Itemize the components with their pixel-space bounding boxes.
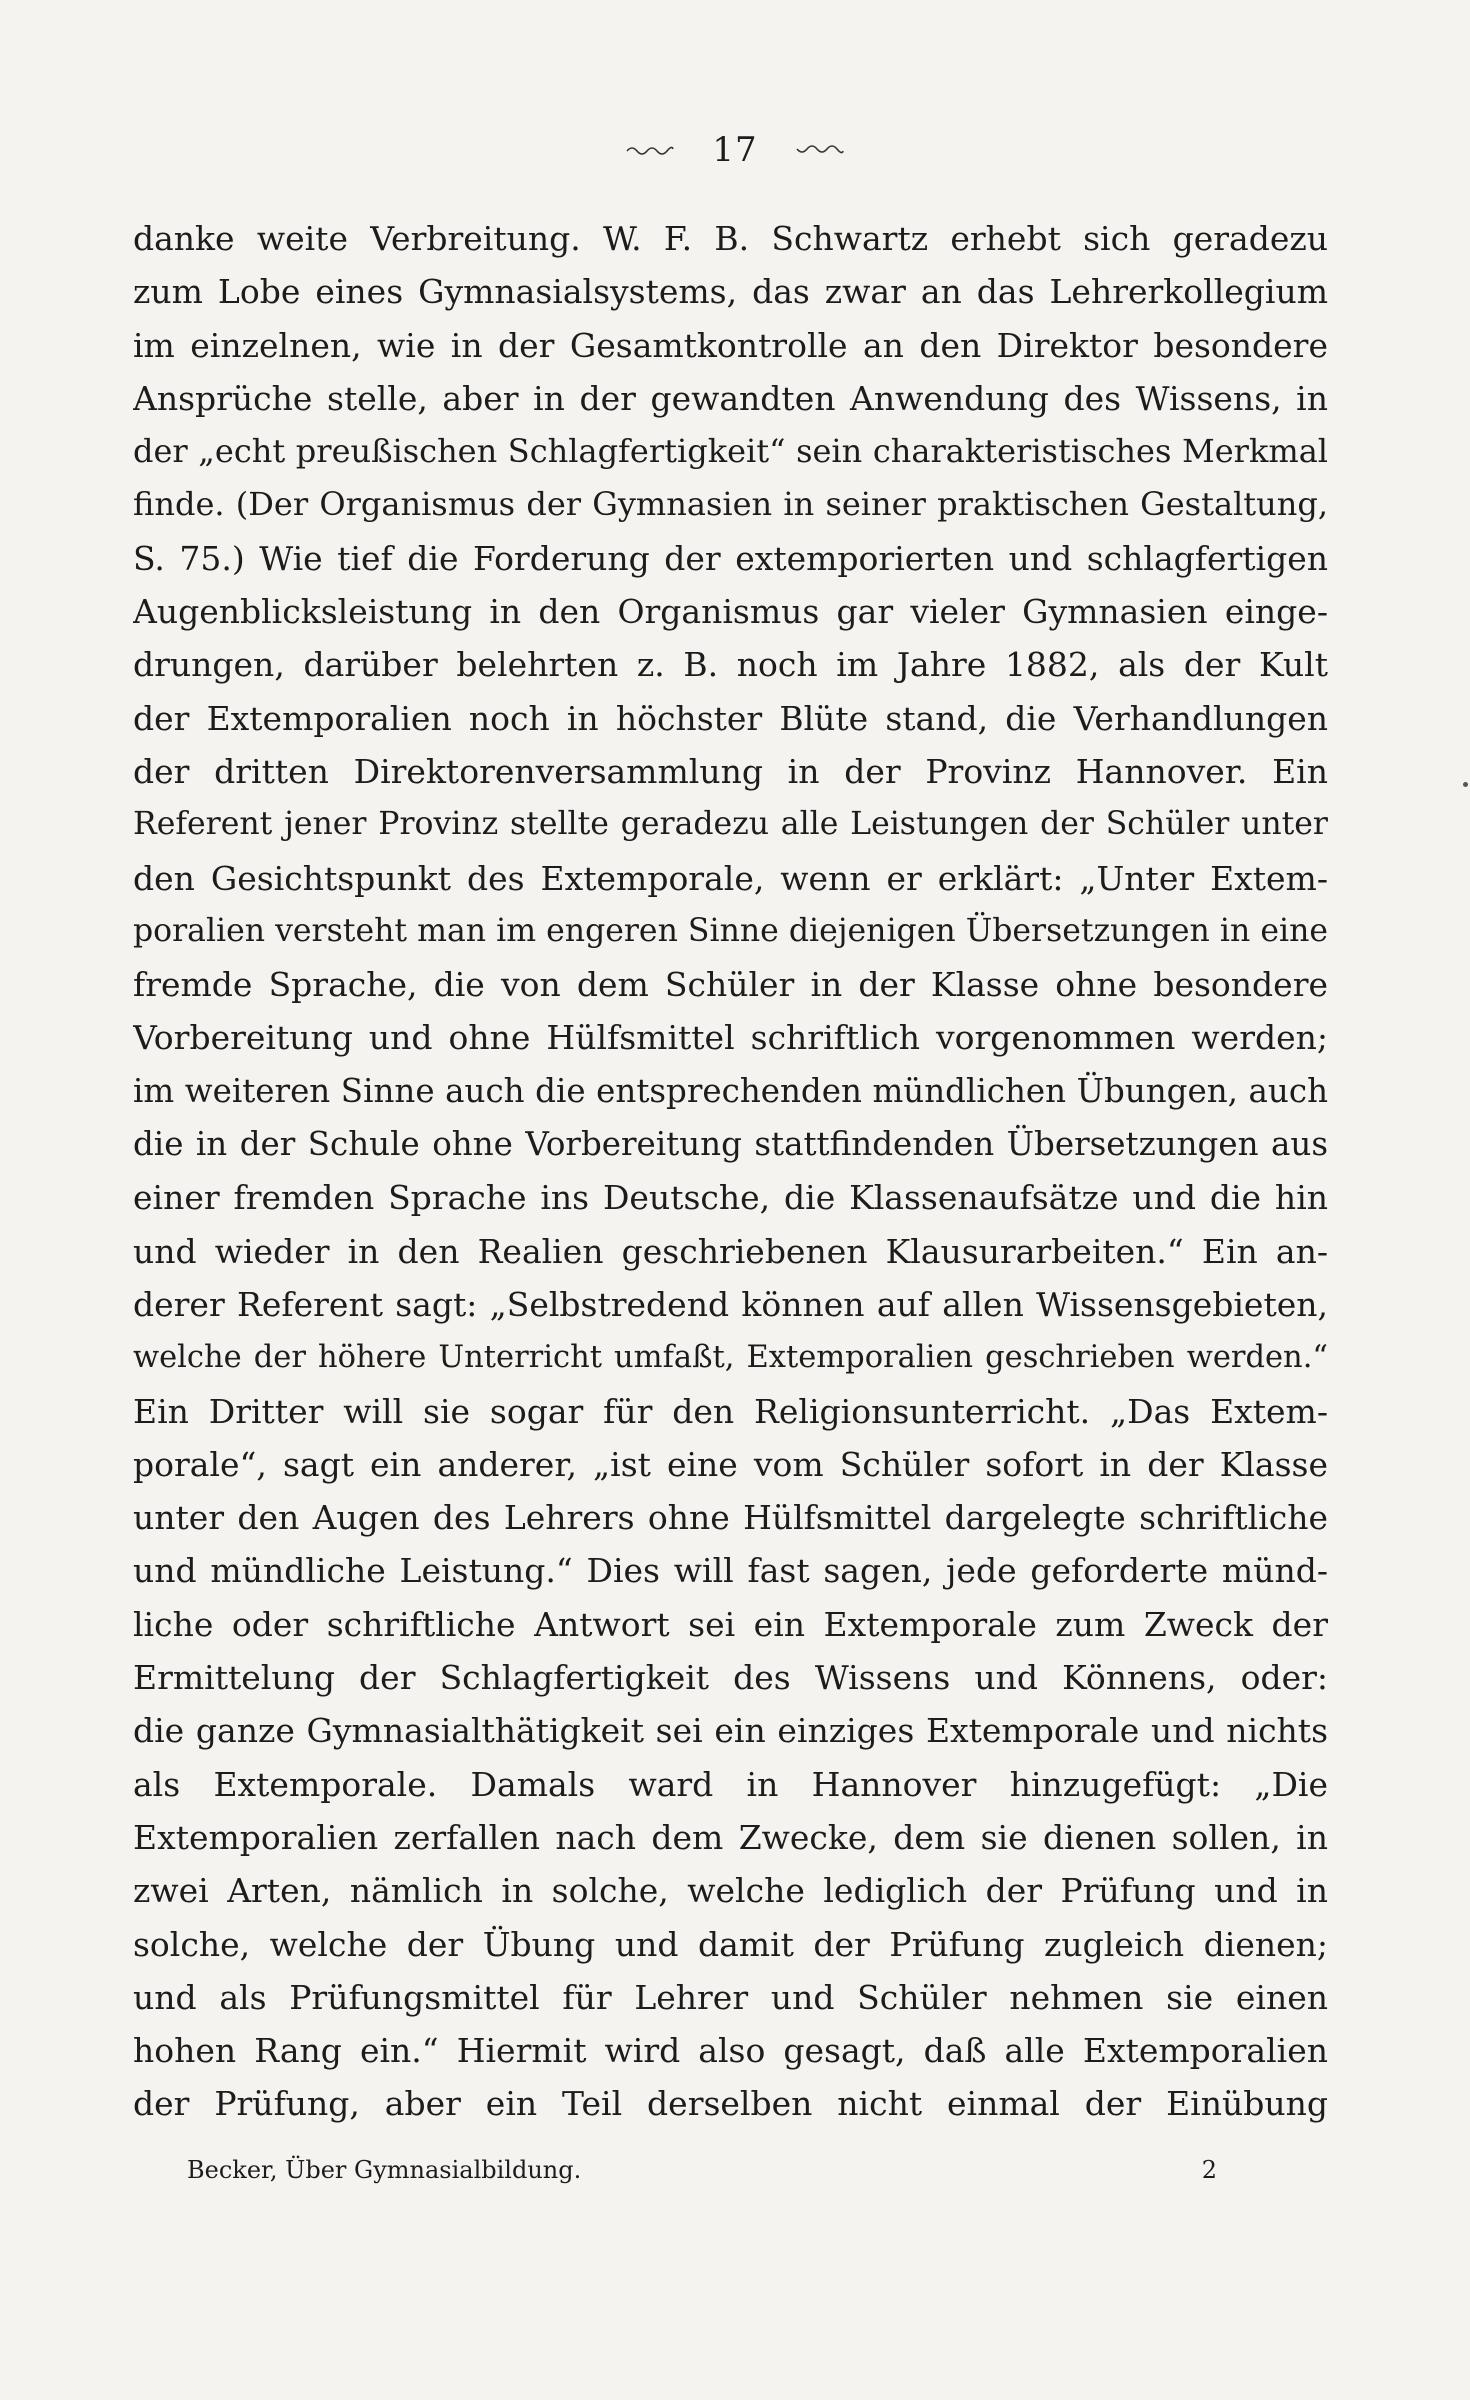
squiggle-ornament-left-icon (625, 143, 675, 157)
text-line: und mündliche Leistung.“ Dies will fast sagen, jede geforderte münd- (133, 1551, 1328, 1591)
text-line: als Extemporale. Damals ward in Hannover hinzugefügt: „Die (133, 1764, 1328, 1804)
text-line: und als Prüfungsmittel für Lehrer und Schüler nehmen sie einen (133, 1977, 1328, 2017)
text-line: die in der Schule ohne Vorbereitung stattfindenden Übersetzungen aus (133, 1125, 1328, 1164)
margin-speck (1463, 782, 1468, 787)
text-line: hohen Rang ein.“ Hiermit wird also gesagt, daß alle Extemporalien (133, 2031, 1328, 2071)
text-line: die ganze Gymnasialthätigkeit sei ein einziges Extemporale und nichts (133, 1711, 1328, 1751)
text-line: poralien versteht man im engeren Sinne diejenigen Übersetzungen in eine (133, 912, 1328, 949)
footer-signature: Becker, Über Gymnasialbildung. (187, 2156, 582, 2184)
text-line: Vorbereitung und ohne Hülfsmittel schriftlich vorgenommen werden; (133, 1018, 1328, 1058)
text-line: fremde Sprache, die von dem Schüler in der Klasse ohne besondere (133, 965, 1328, 1005)
text-line: porale“, sagt ein anderer, „ist eine vom Schüler sofort in der Klasse (133, 1444, 1328, 1484)
text-line: Ein Dritter will sie sogar für den Religionsunterricht. „Das Extem- (133, 1391, 1328, 1431)
text-line: Extemporalien zerfallen nach dem Zwecke, dem sie dienen sollen, in (133, 1817, 1328, 1857)
text-line: derer Referent sagt: „Selbstredend können auf allen Wissensgebieten, (133, 1284, 1328, 1324)
text-line: einer fremden Sprache ins Deutsche, die Klassenaufsätze und die hin (133, 1178, 1328, 1218)
text-line: solche, welche der Übung und damit der Prüfung zugleich dienen; (133, 1924, 1328, 1964)
text-line: der Prüfung, aber ein Teil derselben nicht einmal der Einübung (133, 2084, 1328, 2124)
page-number: 17 (712, 130, 758, 170)
text-line: Augenblicksleistung in den Organismus gar vieler Gymnasien einge- (133, 592, 1328, 632)
text-line: der dritten Direktorenversammlung in der Provinz Hannover. Ein (133, 751, 1328, 791)
text-line: den Gesichtspunkt des Extemporale, wenn er erklärt: „Unter Extem- (133, 858, 1328, 898)
page-header (0, 128, 1470, 170)
text-line: Ermittelung der Schlagfertigkeit des Wissens und Könnens, oder: (133, 1658, 1328, 1698)
page-footer (187, 2150, 1217, 2190)
text-line: finde. (Der Organismus der Gymnasien in seiner praktischen Gestaltung, (133, 485, 1328, 524)
text-line: zwei Arten, nämlich in solche, welche lediglich der Prüfung und in (133, 1871, 1328, 1911)
text-line: der „echt preußischen Schlagfertigkeit“ sein charakteristisches Merkmal (133, 432, 1328, 471)
text-line: liche oder schriftliche Antwort sei ein Extemporale zum Zweck der (133, 1604, 1328, 1644)
text-line: S. 75.) Wie tief die Forderung der extemporierten und schlagfertigen (133, 538, 1328, 578)
text-line: welche der höhere Unterricht umfaßt, Extemporalien geschrieben werden.“ (133, 1340, 1328, 1376)
text-line: im weiteren Sinne auch die entsprechenden mündlichen Übungen, auch (133, 1071, 1328, 1110)
text-line: der Extemporalien noch in höchster Blüte stand, die Verhandlungen (133, 698, 1328, 738)
text-line: und wieder in den Realien geschriebenen Klausurarbeiten.“ Ein an- (133, 1231, 1328, 1271)
text-line: Referent jener Provinz stellte geradezu alle Leistungen der Schüler unter (133, 806, 1328, 843)
text-line: im einzelnen, wie in der Gesamtkontrolle an den Direktor besondere (133, 325, 1328, 365)
text-line: danke weite Verbreitung. W. F. B. Schwartz erhebt sich geradezu (133, 219, 1328, 258)
footer-signature-mark: 2 (1201, 2156, 1217, 2184)
text-line: zum Lobe eines Gymnasialsystems, das zwar an das Lehrerkollegium (133, 272, 1328, 312)
text-line: drungen, darüber belehrten z. B. noch im Jahre 1882, als der Kult (133, 645, 1328, 685)
text-line: unter den Augen des Lehrers ohne Hülfsmittel dargelegte schriftliche (133, 1498, 1328, 1538)
squiggle-ornament-right-icon (795, 143, 845, 157)
body-text (133, 212, 1328, 2131)
text-line: Ansprüche stelle, aber in der gewandten Anwendung des Wissens, in (133, 378, 1328, 418)
